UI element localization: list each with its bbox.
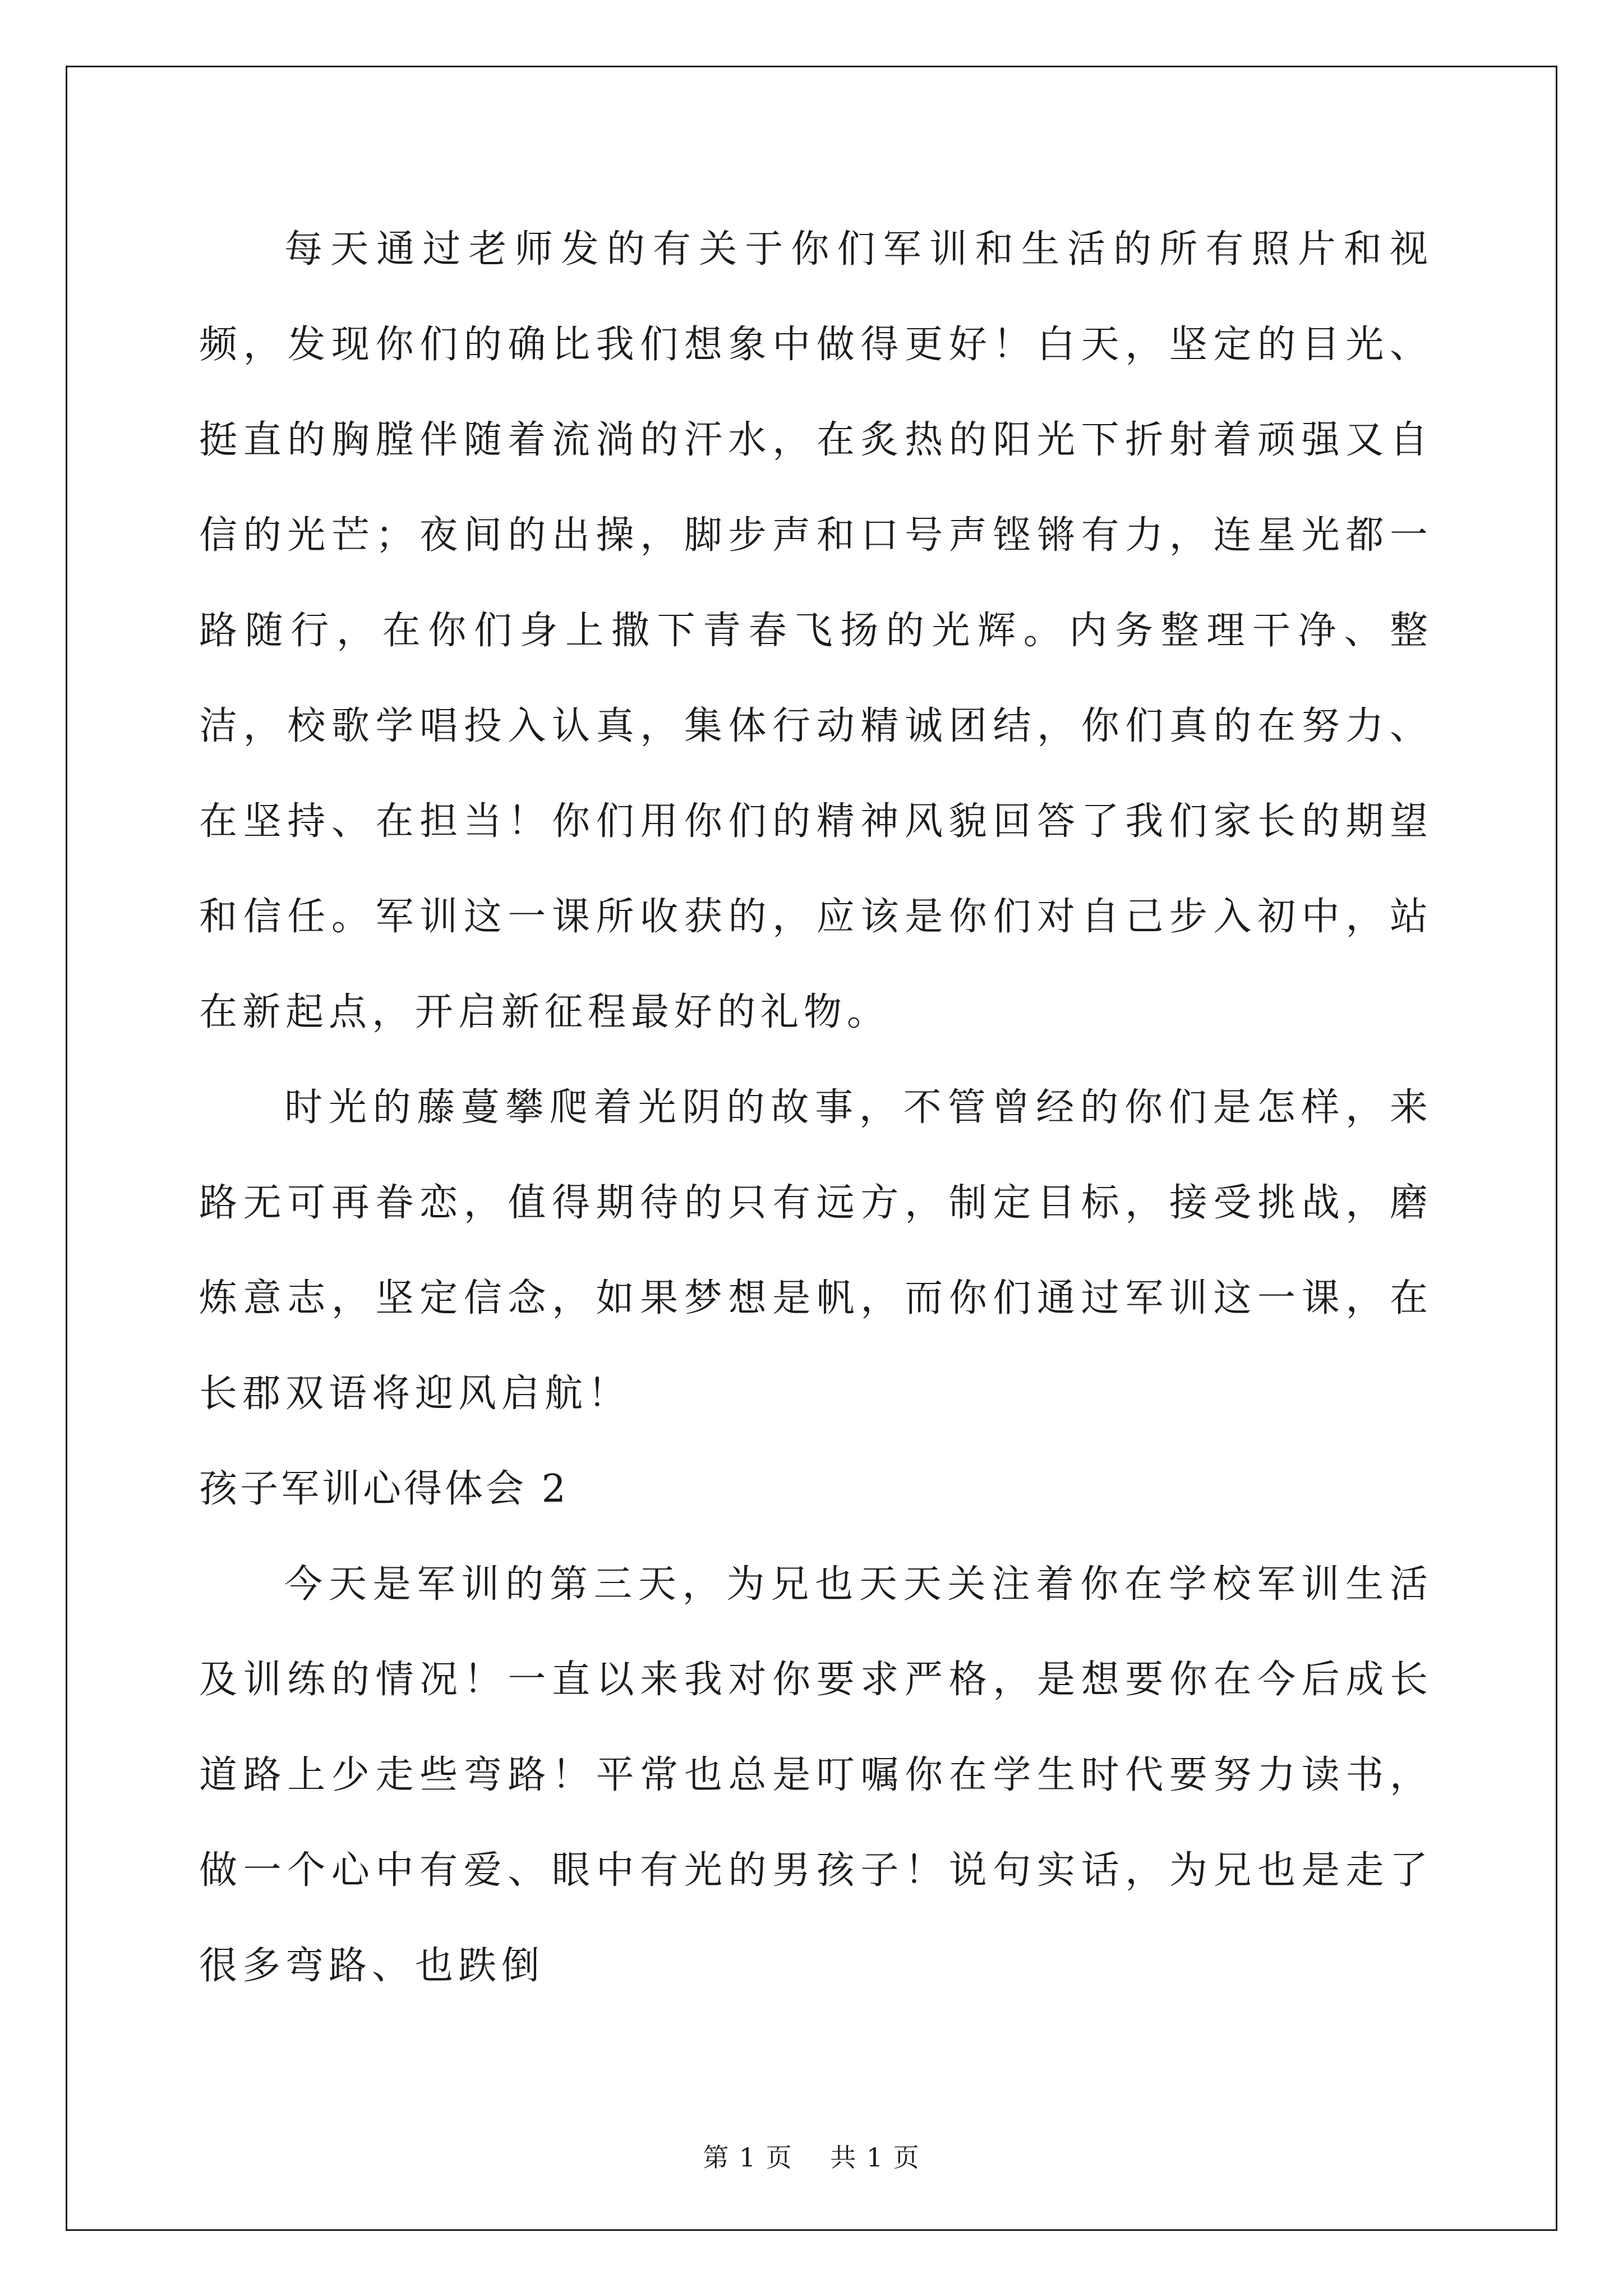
page-footer <box>0 2137 1623 2174</box>
section-heading: 孩子军训心得体会 2 <box>199 1467 569 1511</box>
page-number: 第 1 页 <box>703 2142 793 2173</box>
document-body <box>199 202 1433 2014</box>
paragraph-2: 时光的藤蔓攀爬着光阴的故事，不管曾经的你们是怎样，来路无可再眷恋，值得期待的只有远方，制定目标，接受挑战，磨炼意志，坚定信念，如果梦想是帆，而你们通过军训这一课，在长郡双语将迎风启航！ <box>199 1085 1433 1416</box>
paragraph-3: 今天是军训的第三天，为兄也天天关注着你在学校军训生活及训练的情况！一直以来我对你要求严格，是想要你在今后成长道路上少走些弯路！平常也总是叮嘱你在学生时代要努力读书，做一个心中有爱、眼中有光的男孩子！说句实话，为兄也是走了很多弯路、也跌倒 <box>199 1562 1433 1988</box>
paragraph-1: 每天通过老师发的有关于你们军训和生活的所有照片和视频，发现你们的确比我们想象中做得更好！白天，坚定的目光、挺直的胸膛伴随着流淌的汗水，在炙热的阳光下折射着顽强又自信的光芒；夜间的出操，脚步声和口号声铿锵有力，连星光都一路随行，在你们身上撒下青春飞扬的光辉。内务整理干净、整洁，校歌学唱投入认真，集体行动精诚团结，你们真的在努力、在坚持、在担当！你们用你们的精神风貌回答了我们家长的期望和信任。军训这一课所收获的，应该是你们对自己步入初中，站在新起点，开启新征程最好的礼物。 <box>199 227 1433 1034</box>
page-total: 共 1 页 <box>830 2142 920 2173</box>
